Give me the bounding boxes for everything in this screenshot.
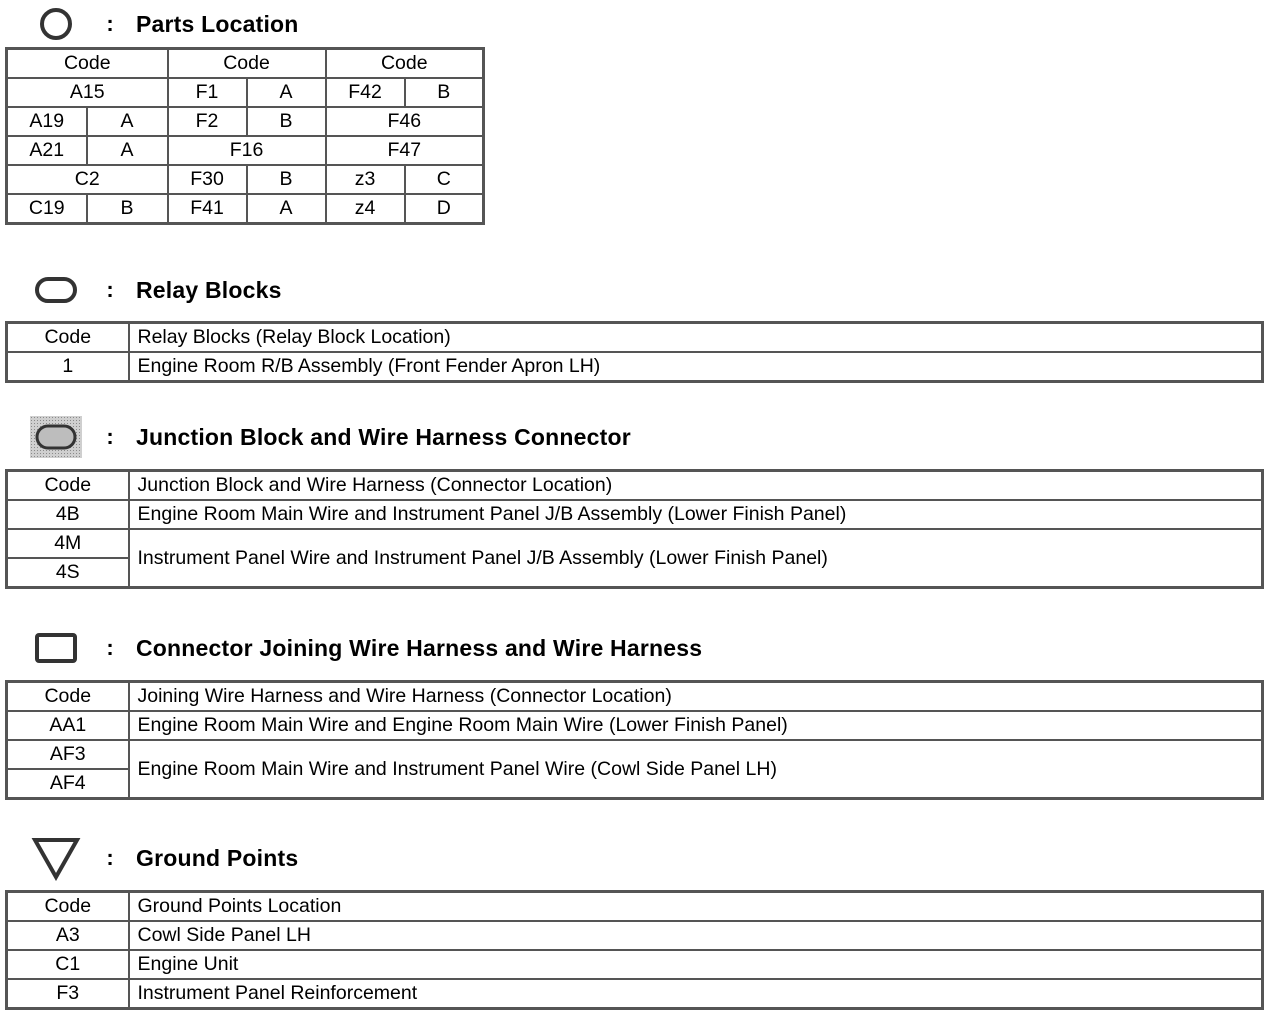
code-cell: 4S xyxy=(7,558,129,588)
table-row xyxy=(7,352,1263,382)
table-header-row xyxy=(7,49,484,79)
location-cell: C xyxy=(405,165,484,194)
table-header-row xyxy=(7,323,1263,353)
location-cell: B xyxy=(247,107,326,136)
section-title: Parts Location xyxy=(136,10,299,37)
junction-block-table xyxy=(5,469,1264,589)
code-cell: 1 xyxy=(7,352,129,382)
description-cell: Instrument Panel Reinforcement xyxy=(129,979,1263,1009)
table-row xyxy=(7,136,484,165)
code-cell: C19 xyxy=(7,194,87,224)
column-header: Code xyxy=(7,471,129,501)
code-cell: C1 xyxy=(7,950,129,979)
section-title: Connector Joining Wire Harness and Wire Harness xyxy=(136,634,703,661)
code-cell: F2 xyxy=(168,107,247,136)
column-header: Junction Block and Wire Harness (Connector Location) xyxy=(129,471,1263,501)
location-cell: B xyxy=(247,165,326,194)
column-header: Code xyxy=(7,323,129,353)
ground-points-table xyxy=(5,890,1264,1010)
description-cell: Engine Room Main Wire and Instrument Panel Wire (Cowl Side Panel LH) xyxy=(129,740,1263,799)
column-header: Code xyxy=(7,892,129,922)
column-header: Code xyxy=(7,49,168,79)
colon: : xyxy=(106,424,114,449)
code-cell: AF4 xyxy=(7,769,129,799)
table-row xyxy=(7,921,1263,950)
code-cell: AF3 xyxy=(7,740,129,769)
code-cell: F3 xyxy=(7,979,129,1009)
code-cell: C2 xyxy=(7,165,168,194)
code-cell: A21 xyxy=(7,136,87,165)
section-title: Junction Block and Wire Harness Connector xyxy=(136,423,631,450)
description-cell: Cowl Side Panel LH xyxy=(129,921,1263,950)
code-cell: F41 xyxy=(168,194,247,224)
parts-location-heading xyxy=(28,0,299,48)
code-cell: A15 xyxy=(7,78,168,107)
column-header: Code xyxy=(7,682,129,712)
circle-icon xyxy=(28,0,84,48)
table-row xyxy=(7,740,1263,769)
location-cell: A xyxy=(247,78,326,107)
connector-joining-heading xyxy=(28,624,702,672)
table-row xyxy=(7,529,1263,558)
code-cell: F1 xyxy=(168,78,247,107)
column-header: Ground Points Location xyxy=(129,892,1263,922)
location-cell: B xyxy=(87,194,168,224)
column-header: Relay Blocks (Relay Block Location) xyxy=(129,323,1263,353)
junction-block-heading xyxy=(28,413,631,461)
column-header: Code xyxy=(326,49,484,79)
code-cell: F30 xyxy=(168,165,247,194)
table-row xyxy=(7,107,484,136)
table-row xyxy=(7,194,484,224)
colon: : xyxy=(106,635,114,660)
table-row xyxy=(7,500,1263,529)
relay-blocks-heading xyxy=(28,266,282,314)
column-header: Code xyxy=(168,49,326,79)
parts-location-table xyxy=(5,47,485,225)
table-row xyxy=(7,979,1263,1009)
code-cell: AA1 xyxy=(7,711,129,740)
code-cell: F16 xyxy=(168,136,326,165)
location-cell: B xyxy=(405,78,484,107)
code-cell: A3 xyxy=(7,921,129,950)
table-row xyxy=(7,78,484,107)
code-cell: A19 xyxy=(7,107,87,136)
square-icon xyxy=(28,624,84,672)
code-cell: F46 xyxy=(326,107,484,136)
description-cell: Instrument Panel Wire and Instrument Panel J/B Assembly (Lower Finish Panel) xyxy=(129,529,1263,588)
table-row xyxy=(7,711,1263,740)
description-cell: Engine Unit xyxy=(129,950,1263,979)
table-header-row xyxy=(7,682,1263,712)
connector-joining-table xyxy=(5,680,1264,800)
colon: : xyxy=(106,845,114,870)
section-title: Relay Blocks xyxy=(136,276,282,303)
section-title: Ground Points xyxy=(136,844,299,871)
code-cell: z3 xyxy=(326,165,405,194)
location-cell: D xyxy=(405,194,484,224)
table-row xyxy=(7,950,1263,979)
code-cell: 4B xyxy=(7,500,129,529)
description-cell: Engine Room Main Wire and Instrument Panel J/B Assembly (Lower Finish Panel) xyxy=(129,500,1263,529)
code-cell: z4 xyxy=(326,194,405,224)
code-cell: F47 xyxy=(326,136,484,165)
column-header: Joining Wire Harness and Wire Harness (Connector Location) xyxy=(129,682,1263,712)
table-header-row xyxy=(7,892,1263,922)
description-cell: Engine Room Main Wire and Engine Room Main Wire (Lower Finish Panel) xyxy=(129,711,1263,740)
ground-points-heading xyxy=(28,834,298,882)
table-header-row xyxy=(7,471,1263,501)
code-cell: 4M xyxy=(7,529,129,558)
shaded-rounded-rect-icon xyxy=(28,413,84,461)
code-cell: F42 xyxy=(326,78,405,107)
rounded-rect-icon xyxy=(28,266,84,314)
colon: : xyxy=(106,11,114,36)
colon: : xyxy=(106,277,114,302)
table-row xyxy=(7,165,484,194)
location-cell: A xyxy=(87,136,168,165)
description-cell: Engine Room R/B Assembly (Front Fender Apron LH) xyxy=(129,352,1263,382)
relay-blocks-table xyxy=(5,321,1264,383)
location-cell: A xyxy=(87,107,168,136)
location-cell: A xyxy=(247,194,326,224)
triangle-down-icon xyxy=(28,834,84,882)
